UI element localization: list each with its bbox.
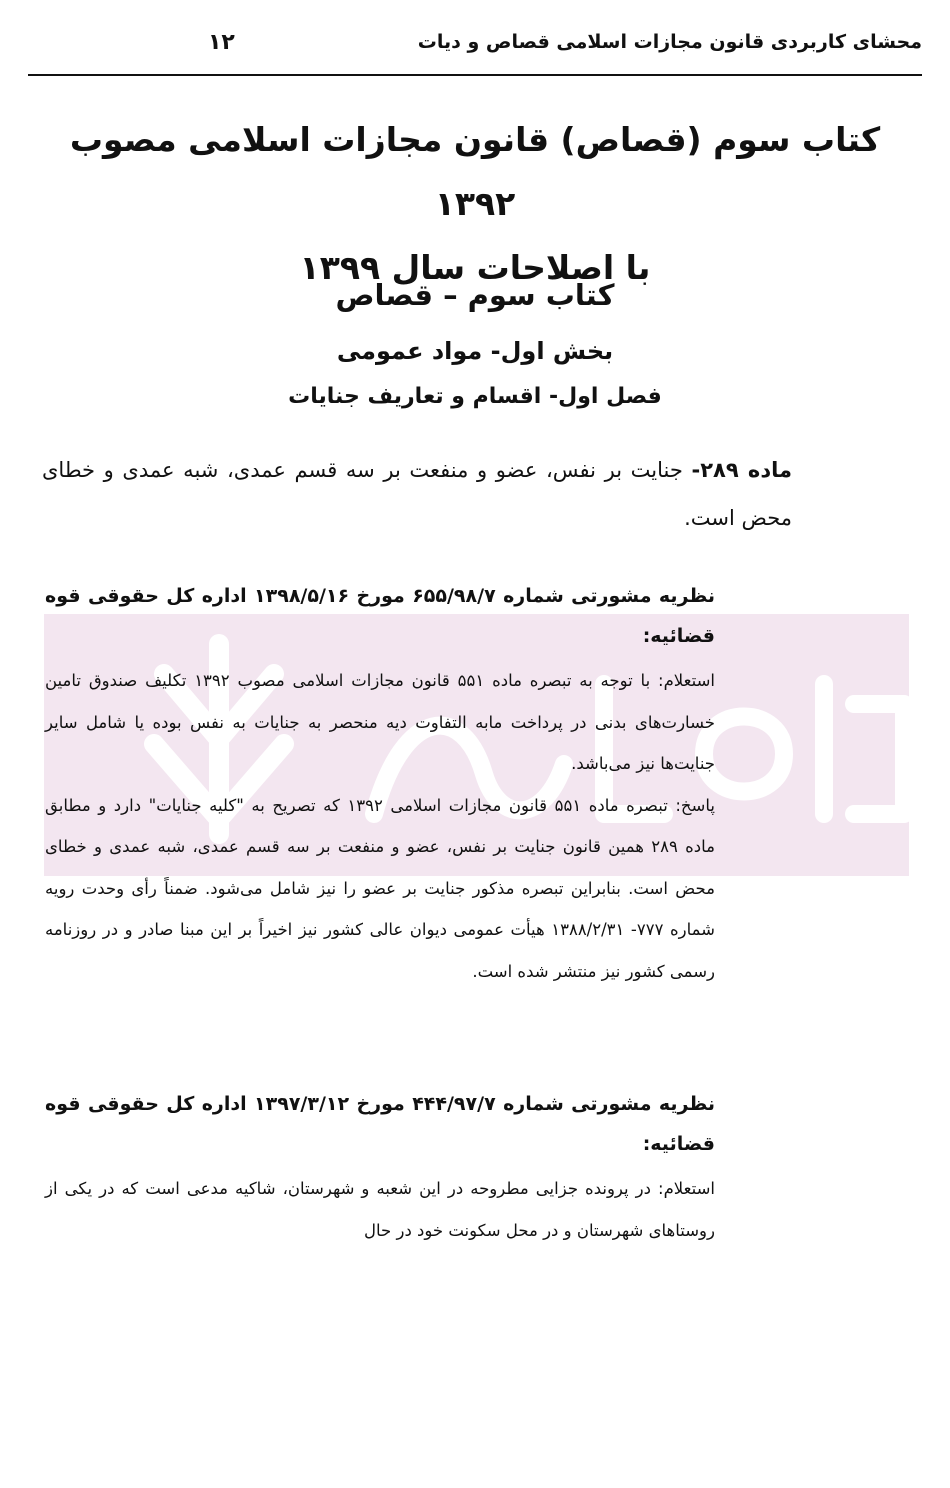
opinion-question: استعلام: با توجه به تبصره ماده ۵۵۱ قانون مجازات اسلامی مصوب ۱۳۹۲ تکلیف صندوق تامین خسارت‌های بدنی در پرداخت مابه التفاوت دیه منحصر به جنایات به نفس بوده یا شامل سایر جنایت‌ها نیز می‌باشد.: [45, 671, 715, 773]
header-rule: [28, 74, 922, 76]
opinion-body: [45, 660, 715, 992]
opinion-body: [45, 1168, 715, 1251]
article-289: [42, 446, 792, 542]
opinion-answer: پاسخ: تبصره ماده ۵۵۱ قانون مجازات اسلامی ۱۳۹۲ که تصریح به "کلیه جنایات" دارد و مطابق ماده ۲۸۹ همین قانون جنایت بر نفس، عضو و منفعت بر سه قسم عمدی، شبه عمدی و خطای محض است. بنابراین تبصره مذکور جنایت بر عضو را نیز شامل می‌شود. ضمناً رأی وحدت رویه شماره ۷۷۷- ۱۳۸۸/۲/۳۱ هیأت عمومی دیوان عالی کشور نیز اخیراً بر این مبنا صادر و در روزنامه رسمی کشور نیز منتشر شده است.: [45, 795, 716, 981]
running-header-title: محشای کاربردی قانون مجازات اسلامی قصاص و دیات: [417, 31, 922, 53]
page-number: ۱۲: [208, 29, 235, 55]
opinion-question: استعلام: در پرونده جزایی مطروحه در این شعبه و شهرستان، شاکیه مدعی است که در یکی از روستاهای شهرستان و در محل سکونت خود در حال: [45, 1179, 715, 1240]
opinion-heading: نظریه مشورتی شماره ۴۴۴/۹۷/۷ مورخ ۱۳۹۷/۳/۱۲ اداره کل حقوقی قوه قضائیه:: [45, 1093, 715, 1155]
book-title-line-2: با اصلاحات سال ۱۳۹۹: [299, 248, 651, 287]
article-text: جنایت بر نفس، عضو و منفعت بر سه قسم عمدی، شبه عمدی و خطای محض است.: [42, 458, 792, 530]
advisory-opinion-1: [45, 576, 715, 992]
running-header: [28, 22, 922, 62]
article-label: ماده ۲۸۹-: [691, 458, 792, 482]
part-title: بخش اول- مواد عمومی: [336, 337, 614, 365]
book-subtitle: کتاب سوم – قصاص: [335, 278, 615, 312]
book-title-line-1: کتاب سوم (قصاص) قانون مجازات اسلامی مصوب ۱۳۹۲: [69, 120, 881, 223]
chapter-title: فصل اول- اقسام و تعاریف جنایات: [288, 384, 662, 409]
opinion-heading: نظریه مشورتی شماره ۶۵۵/۹۸/۷ مورخ ۱۳۹۸/۵/۱۶ اداره کل حقوقی قوه قضائیه:: [45, 585, 715, 647]
book-title: [40, 108, 910, 300]
advisory-opinion-2: [45, 1084, 715, 1251]
